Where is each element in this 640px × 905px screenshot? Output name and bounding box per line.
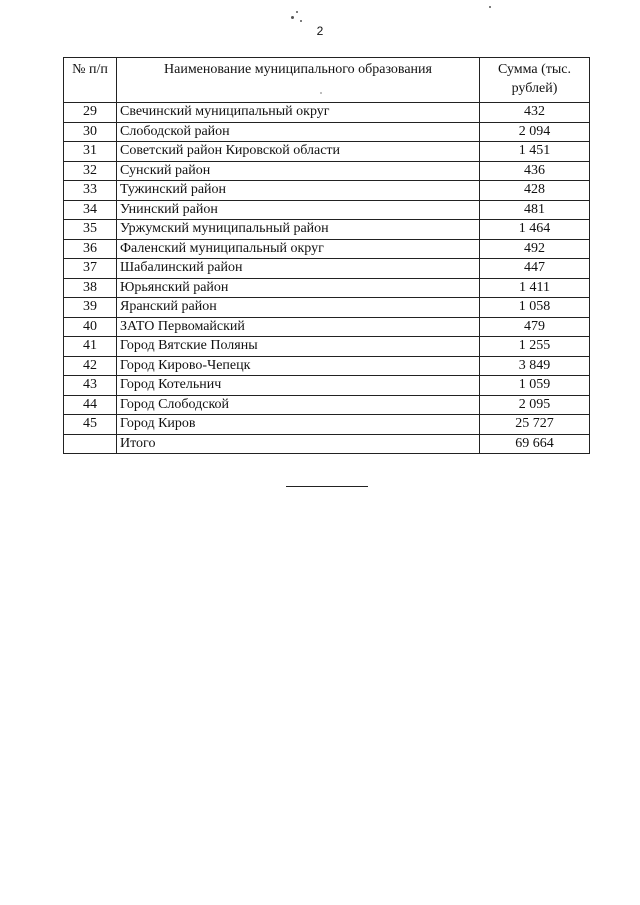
row-amount: 481	[480, 200, 590, 220]
row-number: 39	[64, 298, 117, 318]
row-municipality-name: Слободской район	[117, 122, 480, 142]
allocation-table	[63, 57, 590, 454]
table-row	[64, 142, 590, 162]
row-number: 33	[64, 181, 117, 201]
table-row	[64, 239, 590, 259]
row-amount: 436	[480, 161, 590, 181]
table-header	[64, 58, 590, 103]
total-label: Итого	[117, 434, 480, 454]
row-municipality-name: Город Кирово-Чепецк	[117, 356, 480, 376]
table-row	[64, 181, 590, 201]
row-amount: 1 059	[480, 376, 590, 396]
total-amount: 69 664	[480, 434, 590, 454]
total-row	[64, 434, 590, 454]
table-body	[64, 103, 590, 454]
row-amount: 2 094	[480, 122, 590, 142]
scan-speck	[296, 11, 298, 13]
row-amount: 492	[480, 239, 590, 259]
total-number	[64, 434, 117, 454]
row-municipality-name: Яранский район	[117, 298, 480, 318]
page-number: 2	[316, 24, 324, 38]
row-municipality-name: ЗАТО Первомайский	[117, 317, 480, 337]
row-number: 43	[64, 376, 117, 396]
row-municipality-name: Свечинский муниципальный округ	[117, 103, 480, 123]
row-number: 31	[64, 142, 117, 162]
row-amount: 25 727	[480, 415, 590, 435]
row-amount: 1 464	[480, 220, 590, 240]
table-row	[64, 220, 590, 240]
row-municipality-name: Город Котельнич	[117, 376, 480, 396]
row-number: 36	[64, 239, 117, 259]
header-municipality-name: Наименование муниципального образования	[117, 58, 480, 103]
row-municipality-name: Сунский район	[117, 161, 480, 181]
table-row	[64, 122, 590, 142]
row-amount: 428	[480, 181, 590, 201]
row-municipality-name: Тужинский район	[117, 181, 480, 201]
scan-speck	[300, 20, 302, 22]
row-municipality-name: Советский район Кировской области	[117, 142, 480, 162]
table-row	[64, 337, 590, 357]
row-municipality-name: Город Вятские Поляны	[117, 337, 480, 357]
row-number: 35	[64, 220, 117, 240]
row-municipality-name: Город Слободской	[117, 395, 480, 415]
row-number: 32	[64, 161, 117, 181]
scan-speck	[291, 16, 294, 19]
row-number: 41	[64, 337, 117, 357]
row-number: 37	[64, 259, 117, 279]
table-row	[64, 415, 590, 435]
row-amount: 2 095	[480, 395, 590, 415]
row-amount: 432	[480, 103, 590, 123]
header-number: № п/п	[64, 58, 117, 103]
table-row	[64, 356, 590, 376]
table-row	[64, 298, 590, 318]
row-amount: 447	[480, 259, 590, 279]
row-municipality-name: Уржумский муниципальный район	[117, 220, 480, 240]
row-amount: 1 451	[480, 142, 590, 162]
table-row	[64, 161, 590, 181]
table-row	[64, 317, 590, 337]
table-row	[64, 103, 590, 123]
row-number: 40	[64, 317, 117, 337]
table-row	[64, 200, 590, 220]
row-number: 38	[64, 278, 117, 298]
row-amount: 1 411	[480, 278, 590, 298]
header-row	[64, 58, 590, 103]
row-number: 34	[64, 200, 117, 220]
row-amount: 1 255	[480, 337, 590, 357]
row-municipality-name: Фаленский муниципальный округ	[117, 239, 480, 259]
scan-speck	[320, 92, 322, 94]
row-number: 29	[64, 103, 117, 123]
scan-speck	[489, 6, 491, 8]
row-number: 45	[64, 415, 117, 435]
row-municipality-name: Унинский район	[117, 200, 480, 220]
row-number: 44	[64, 395, 117, 415]
table-row	[64, 278, 590, 298]
row-municipality-name: Юрьянский район	[117, 278, 480, 298]
row-amount: 3 849	[480, 356, 590, 376]
row-municipality-name: Шабалинский район	[117, 259, 480, 279]
row-number: 42	[64, 356, 117, 376]
end-of-document-rule	[286, 486, 368, 487]
table-row	[64, 376, 590, 396]
row-municipality-name: Город Киров	[117, 415, 480, 435]
row-number: 30	[64, 122, 117, 142]
row-amount: 479	[480, 317, 590, 337]
header-amount: Сумма (тыс. рублей)	[480, 58, 590, 103]
table-row	[64, 395, 590, 415]
table-row	[64, 259, 590, 279]
row-amount: 1 058	[480, 298, 590, 318]
